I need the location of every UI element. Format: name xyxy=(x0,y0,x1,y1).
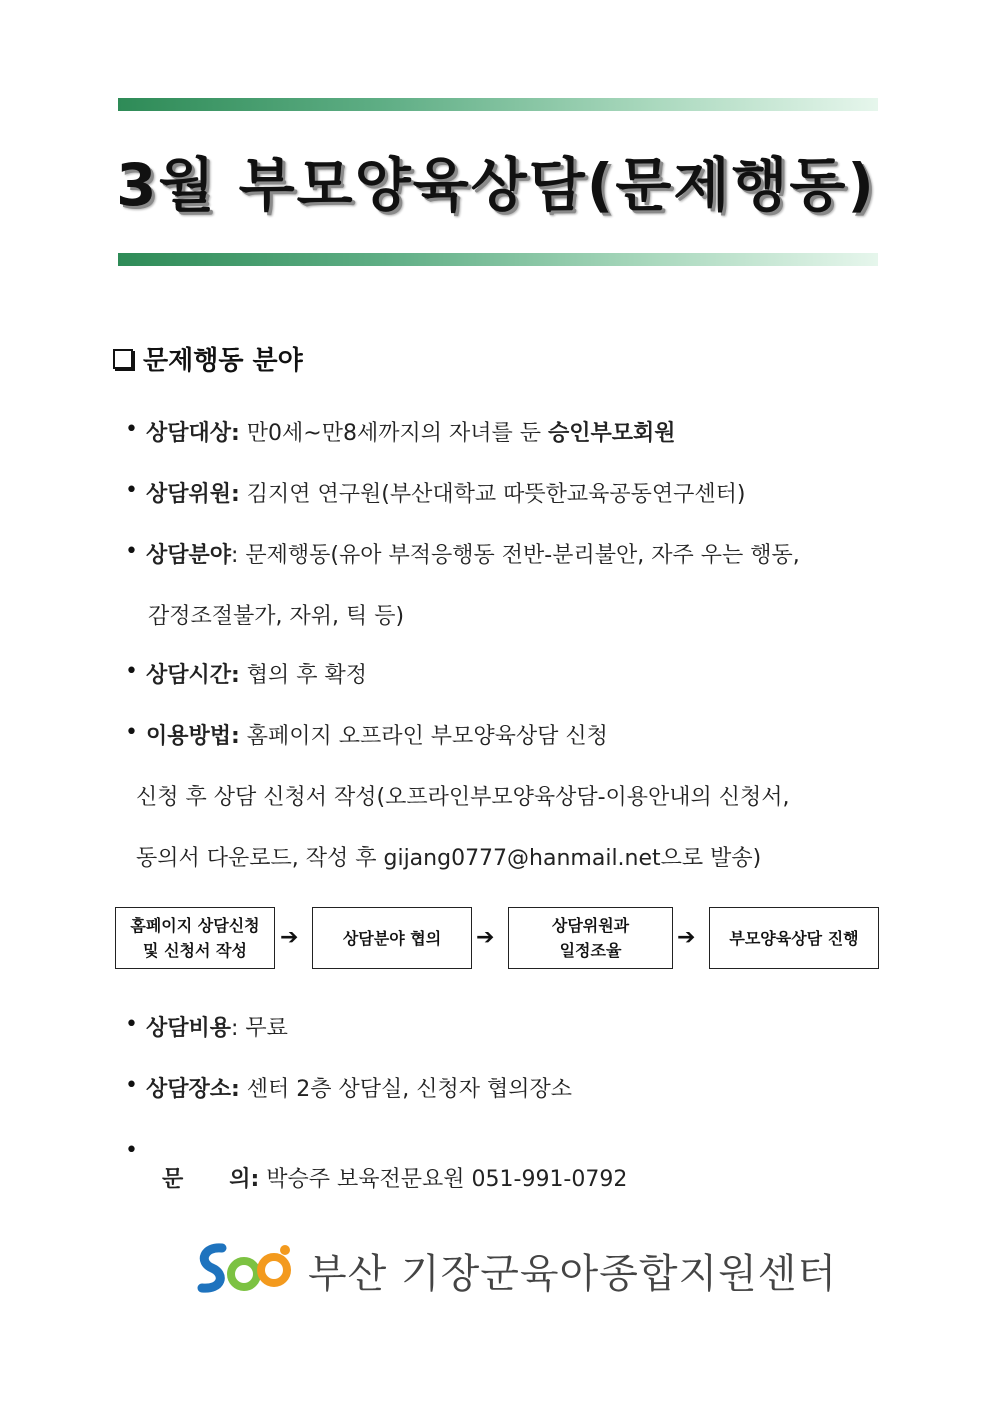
bullet-icon: • xyxy=(125,1012,138,1037)
title-bar-top xyxy=(118,98,878,111)
item-method-line2: 신청 후 상담 신청서 작성(오프라인부모양육상담-이용안내의 신청서, xyxy=(136,785,790,810)
bullet-icon: • xyxy=(125,1073,138,1098)
flow-step-apply-line1: 홈페이지 상담신청 xyxy=(130,916,260,935)
item-method xyxy=(146,719,608,750)
flow-step-field xyxy=(312,907,472,969)
item-target-text: 만0세~만8세까지의 자녀를 둔 xyxy=(239,421,548,446)
flow-step-field-label: 상담분야 협의 xyxy=(342,928,442,948)
title-bar-bottom xyxy=(118,253,878,266)
bullet-icon: • xyxy=(125,417,138,442)
bullet-icon: • xyxy=(125,1138,138,1163)
item-field-text: : 문제행동(유아 부적응행동 전반-분리불안, 자주 우는 행동, xyxy=(231,543,800,568)
bullet-icon: • xyxy=(125,539,138,564)
org-name: 부산 기장군육아종합지원센터 xyxy=(308,1250,838,1297)
item-field-continuation: 감정조절불가, 자위, 틱 등) xyxy=(148,604,405,629)
arrow-right-icon: ➔ xyxy=(280,925,299,950)
item-counselor xyxy=(146,477,746,508)
checkbox-icon xyxy=(113,349,133,369)
item-target-emphasis: 승인부모회원 xyxy=(548,421,676,446)
flow-step-counseling-label: 부모양육상담 진행 xyxy=(729,928,859,948)
item-field-label: 상담분야 xyxy=(146,543,232,568)
item-contact xyxy=(148,1137,627,1193)
item-target-label: 상담대상: xyxy=(146,421,240,446)
item-method-text: 홈페이지 오프라인 부모양육상담 신청 xyxy=(239,724,608,749)
arrow-right-icon: ➔ xyxy=(476,925,495,950)
item-cost xyxy=(146,1011,288,1042)
item-cost-label: 상담비용 xyxy=(146,1016,232,1041)
item-time-label: 상담시간: xyxy=(146,663,240,688)
flow-step-schedule-line2: 일정조율 xyxy=(559,941,622,960)
item-contact-text: 박승주 보육전문요원 051-991-0792 xyxy=(259,1167,628,1192)
flow-step-counseling xyxy=(709,907,879,969)
arrow-right-icon: ➔ xyxy=(677,925,696,950)
org-logo-icon xyxy=(192,1238,300,1302)
item-time xyxy=(146,658,367,689)
item-counselor-text: 김지연 연구원(부산대학교 따뜻한교육공동연구센터) xyxy=(239,482,746,507)
bullet-icon: • xyxy=(125,720,138,745)
item-method-label: 이용방법: xyxy=(146,724,240,749)
bullet-icon: • xyxy=(125,659,138,684)
section-heading xyxy=(113,340,303,377)
item-place xyxy=(146,1072,572,1103)
item-cost-text: : 무료 xyxy=(231,1016,288,1041)
item-place-label: 상담장소: xyxy=(146,1077,240,1102)
item-method-line3: 동의서 다운로드, 작성 후 gijang0777@hanmail.net으로 발송) xyxy=(136,846,762,871)
page-title: 3월 부모양육상담(문제행동) xyxy=(116,151,876,219)
flow-step-schedule-line1: 상담위원과 xyxy=(551,916,630,935)
process-flow xyxy=(115,907,879,973)
bullet-icon: • xyxy=(125,478,138,503)
item-field xyxy=(146,538,800,569)
flow-step-apply-line2: 및 신청서 작성 xyxy=(143,941,247,960)
item-contact-label: 문 의: xyxy=(162,1167,260,1192)
org-logo xyxy=(192,1238,837,1302)
section-heading-text: 문제행동 분야 xyxy=(143,346,303,376)
item-time-text: 협의 후 확정 xyxy=(239,663,368,688)
item-target xyxy=(146,416,676,447)
item-counselor-label: 상담위원: xyxy=(146,482,240,507)
flow-step-apply xyxy=(115,907,275,969)
item-place-text: 센터 2층 상담실, 신청자 협의장소 xyxy=(239,1077,573,1102)
flow-step-schedule xyxy=(508,907,673,969)
